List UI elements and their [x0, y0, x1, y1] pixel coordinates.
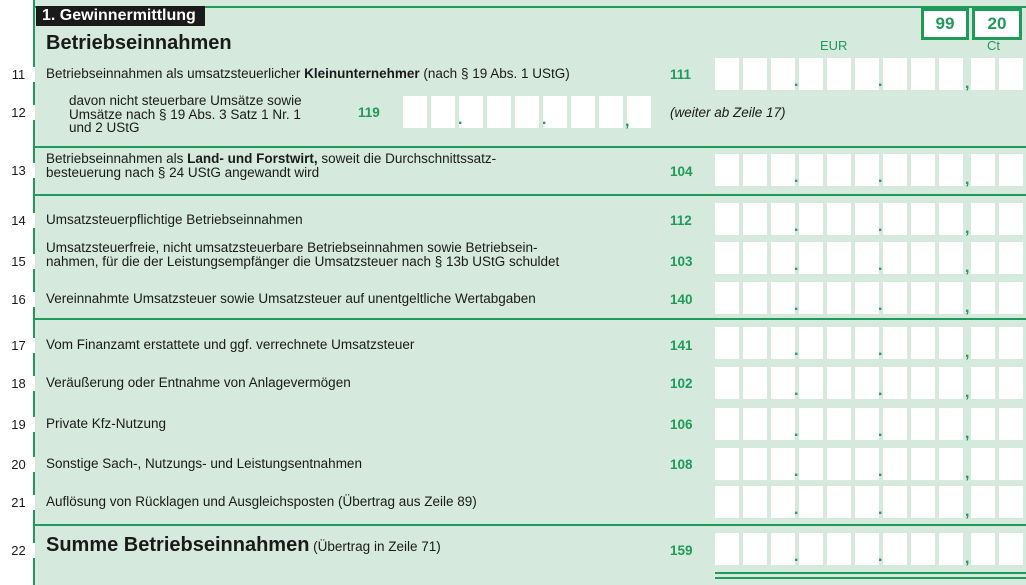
digit-box[interactable] — [799, 203, 823, 235]
digit-box[interactable] — [743, 203, 767, 235]
section-title: 1. Gewinnermittlung — [36, 6, 205, 26]
digit-box[interactable] — [855, 58, 879, 90]
digit-box[interactable] — [799, 58, 823, 90]
thousands-separator: . — [542, 111, 547, 128]
row-line-11 — [11, 56, 1026, 96]
digit-box[interactable] — [883, 203, 907, 235]
desc-line: nahmen, für die der Leistungsempfänger die Umsatzsteuer nach § 13b UStG schuldet — [46, 254, 560, 269]
digit-box[interactable] — [939, 448, 963, 480]
decimal-comma: , — [965, 384, 970, 401]
row-line-14 — [11, 200, 1026, 240]
digit-box[interactable] — [799, 533, 823, 565]
thousands-separator: . — [794, 73, 799, 90]
decimal-comma: , — [965, 171, 970, 188]
digit-box[interactable] — [883, 408, 907, 440]
desc-part: Betriebseinnahmen als — [46, 151, 188, 166]
code-box-right: 20 — [972, 8, 1022, 40]
row-description: Private Kfz-Nutzung — [46, 416, 167, 431]
thousands-separator: . — [794, 501, 799, 518]
digit-box[interactable] — [715, 242, 739, 274]
digit-box[interactable] — [855, 154, 879, 186]
digit-box[interactable] — [939, 533, 963, 565]
digit-box[interactable] — [827, 367, 851, 399]
code-box-left: 99 — [921, 8, 969, 40]
form-section — [11, 0, 1026, 585]
thousands-separator: . — [878, 297, 883, 314]
digit-box[interactable] — [743, 154, 767, 186]
digit-box[interactable] — [911, 367, 935, 399]
digit-box[interactable] — [999, 448, 1023, 480]
digit-box[interactable] — [971, 282, 995, 314]
digit-box[interactable] — [855, 327, 879, 359]
row-line-12 — [11, 93, 1026, 142]
digit-box[interactable] — [911, 154, 935, 186]
digit-box[interactable] — [715, 327, 739, 359]
thousands-separator: . — [794, 169, 799, 186]
row-line-18 — [11, 364, 1026, 404]
desc-line: Umsätze nach § 19 Abs. 3 Satz 1 Nr. 1 — [69, 106, 301, 122]
line-number: 22 — [2, 543, 35, 558]
digit-box[interactable] — [743, 533, 767, 565]
digit-box[interactable] — [855, 242, 879, 274]
digit-box[interactable] — [827, 58, 851, 90]
digit-box[interactable] — [911, 533, 935, 565]
decimal-comma: , — [965, 220, 970, 237]
digit-box[interactable] — [771, 448, 795, 480]
digit-box[interactable] — [939, 367, 963, 399]
digit-box[interactable] — [971, 203, 995, 235]
digit-box[interactable] — [515, 96, 539, 128]
digit-box[interactable] — [799, 367, 823, 399]
digit-box[interactable] — [855, 486, 879, 518]
thousands-separator: . — [878, 257, 883, 274]
line-number: 16 — [2, 292, 35, 307]
digit-box[interactable] — [799, 448, 823, 480]
sum-double-rule — [715, 572, 1026, 574]
digit-box[interactable] — [911, 58, 935, 90]
line-number: 11 — [2, 67, 35, 82]
desc-line: besteuerung nach § 24 UStG angewandt wird — [46, 165, 320, 180]
digit-box[interactable] — [743, 486, 767, 518]
row-divider — [35, 194, 1026, 196]
column-header-ct: Ct — [987, 38, 1000, 53]
digit-box[interactable] — [971, 367, 995, 399]
digit-box[interactable] — [855, 448, 879, 480]
digit-box[interactable] — [855, 282, 879, 314]
thousands-separator: . — [794, 423, 799, 440]
line-number: 17 — [2, 338, 35, 353]
digit-box[interactable] — [827, 408, 851, 440]
thousands-separator: . — [794, 463, 799, 480]
digit-box[interactable] — [939, 282, 963, 314]
row-description — [46, 67, 570, 81]
digit-box[interactable] — [771, 58, 795, 90]
decimal-comma: , — [965, 299, 970, 316]
digit-box[interactable] — [799, 486, 823, 518]
line-number: 14 — [2, 213, 35, 228]
desc-part: soweit die Durchschnittssatz- — [317, 151, 497, 166]
row-divider — [35, 318, 1026, 320]
row-line-22 — [11, 530, 1026, 570]
desc-part: (Übertrag in Zeile 71) — [309, 539, 441, 554]
sum-title: Summe Betriebseinnahmen — [46, 534, 310, 556]
decimal-comma: , — [965, 75, 970, 92]
line-number: 19 — [2, 417, 35, 432]
digit-box[interactable] — [799, 282, 823, 314]
digit-box[interactable] — [627, 96, 651, 128]
digit-box[interactable] — [999, 154, 1023, 186]
row-divider — [35, 524, 1026, 526]
digit-box[interactable] — [771, 282, 795, 314]
desc-part: (nach § 19 Abs. 1 UStG) — [419, 66, 570, 81]
row-description: Auflösung von Rücklagen und Ausgleichsposten (Übertrag aus Zeile 89) — [46, 494, 477, 509]
field-code: 159 — [670, 543, 693, 558]
digit-box[interactable] — [827, 327, 851, 359]
sum-double-rule — [715, 577, 1026, 579]
row-line-13 — [11, 150, 1026, 192]
field-code: 119 — [358, 105, 380, 120]
thousands-separator: . — [878, 218, 883, 235]
thousands-separator: . — [794, 548, 799, 565]
digit-box[interactable] — [771, 533, 795, 565]
digit-box[interactable] — [715, 533, 739, 565]
digit-box[interactable] — [883, 533, 907, 565]
digit-box[interactable] — [855, 408, 879, 440]
thousands-separator: . — [794, 382, 799, 399]
row-description — [46, 241, 559, 269]
digit-box[interactable] — [599, 96, 623, 128]
row-line-17 — [11, 324, 1026, 364]
decimal-comma: , — [965, 259, 970, 276]
row-line-21 — [11, 484, 1026, 522]
digit-box[interactable] — [999, 533, 1023, 565]
digit-box[interactable] — [571, 96, 595, 128]
digit-box[interactable] — [827, 486, 851, 518]
digit-box[interactable] — [771, 408, 795, 440]
digit-box[interactable] — [911, 282, 935, 314]
row-line-19 — [11, 404, 1026, 444]
digit-box[interactable] — [971, 533, 995, 565]
digit-box[interactable] — [431, 96, 455, 128]
desc-line: und 2 UStG — [69, 120, 140, 135]
digit-box[interactable] — [971, 58, 995, 90]
digit-box[interactable] — [911, 203, 935, 235]
digit-box[interactable] — [543, 96, 567, 128]
digit-box[interactable] — [971, 486, 995, 518]
digit-box[interactable] — [715, 282, 739, 314]
row-line-15 — [11, 239, 1026, 279]
digit-box[interactable] — [771, 486, 795, 518]
column-header-eur: EUR — [820, 38, 848, 53]
digit-box[interactable] — [743, 58, 767, 90]
digit-box[interactable] — [743, 282, 767, 314]
digit-box[interactable] — [883, 327, 907, 359]
decimal-comma: , — [625, 113, 630, 130]
note-text: (weiter ab Zeile 17) — [670, 105, 786, 120]
digit-box[interactable] — [827, 448, 851, 480]
digit-box[interactable] — [827, 154, 851, 186]
digit-box[interactable] — [939, 154, 963, 186]
thousands-separator: . — [794, 297, 799, 314]
thousands-separator: . — [878, 169, 883, 186]
digit-box[interactable] — [999, 282, 1023, 314]
thousands-separator: . — [794, 218, 799, 235]
row-description — [69, 94, 302, 135]
field-code: 111 — [670, 67, 692, 82]
digit-box[interactable] — [799, 242, 823, 274]
row-description: Veräußerung oder Entnahme von Anlagevermögen — [46, 375, 351, 390]
digit-box[interactable] — [883, 486, 907, 518]
digit-box[interactable] — [911, 486, 935, 518]
digit-box[interactable] — [855, 203, 879, 235]
digit-box[interactable] — [715, 448, 739, 480]
digit-box[interactable] — [827, 282, 851, 314]
thousands-separator: . — [878, 382, 883, 399]
digit-box[interactable] — [939, 486, 963, 518]
thousands-separator: . — [878, 73, 883, 90]
digit-box[interactable] — [971, 242, 995, 274]
row-description: Vereinnahmte Umsatzsteuer sowie Umsatzsteuer auf unentgeltliche Wertabgaben — [46, 291, 536, 306]
digit-box[interactable] — [999, 486, 1023, 518]
digit-box[interactable] — [799, 154, 823, 186]
decimal-comma: , — [965, 425, 970, 442]
digit-box[interactable] — [827, 242, 851, 274]
field-code: 140 — [670, 292, 693, 307]
digit-box[interactable] — [999, 242, 1023, 274]
digit-box[interactable] — [911, 242, 935, 274]
field-code: 102 — [670, 376, 693, 391]
digit-box[interactable] — [939, 203, 963, 235]
digit-box[interactable] — [939, 327, 963, 359]
digit-box[interactable] — [715, 58, 739, 90]
digit-box[interactable] — [827, 203, 851, 235]
digit-box[interactable] — [855, 367, 879, 399]
decimal-comma: , — [965, 503, 970, 520]
digit-box[interactable] — [971, 408, 995, 440]
digit-box[interactable] — [883, 154, 907, 186]
digit-box[interactable] — [971, 154, 995, 186]
desc-part: Betriebseinnahmen als umsatzsteuerlicher — [46, 66, 305, 81]
row-line-16 — [11, 280, 1026, 318]
digit-box[interactable] — [403, 96, 427, 128]
digit-box[interactable] — [939, 242, 963, 274]
field-code: 103 — [670, 254, 693, 269]
digit-box[interactable] — [999, 203, 1023, 235]
digit-box[interactable] — [883, 367, 907, 399]
thousands-separator: . — [878, 501, 883, 518]
desc-bold: Kleinunternehmer — [304, 66, 420, 81]
row-line-20 — [11, 444, 1026, 484]
digit-box[interactable] — [971, 327, 995, 359]
digit-box[interactable] — [999, 327, 1023, 359]
digit-box[interactable] — [799, 408, 823, 440]
field-code: 141 — [670, 338, 693, 353]
row-description — [46, 534, 441, 556]
digit-box[interactable] — [743, 242, 767, 274]
digit-box[interactable] — [771, 367, 795, 399]
digit-box[interactable] — [743, 327, 767, 359]
decimal-comma: , — [965, 344, 970, 361]
digit-box[interactable] — [911, 448, 935, 480]
digit-box[interactable] — [939, 58, 963, 90]
digit-box[interactable] — [999, 367, 1023, 399]
desc-bold: Land- und Forstwirt, — [187, 151, 318, 166]
digit-box[interactable] — [883, 242, 907, 274]
digit-box[interactable] — [487, 96, 511, 128]
line-number: 21 — [2, 495, 35, 510]
thousands-separator: . — [878, 463, 883, 480]
digit-box[interactable] — [883, 58, 907, 90]
digit-box[interactable] — [771, 154, 795, 186]
digit-box[interactable] — [883, 282, 907, 314]
thousands-separator: . — [878, 342, 883, 359]
digit-box[interactable] — [827, 533, 851, 565]
decimal-comma: , — [965, 550, 970, 567]
digit-box[interactable] — [939, 408, 963, 440]
row-description: Umsatzsteuerpflichtige Betriebseinnahmen — [46, 212, 303, 227]
digit-box[interactable] — [999, 58, 1023, 90]
desc-line: Umsatzsteuerfreie, nicht umsatzsteuerbare Betriebseinnahmen sowie Betriebsein- — [46, 240, 538, 255]
field-code: 104 — [670, 164, 693, 179]
thousands-separator: . — [458, 111, 463, 128]
digit-box[interactable] — [715, 408, 739, 440]
digit-box[interactable] — [771, 327, 795, 359]
digit-box[interactable] — [911, 327, 935, 359]
digit-box[interactable] — [799, 327, 823, 359]
line-number: 12 — [2, 105, 35, 120]
row-divider — [35, 146, 1026, 148]
digit-box[interactable] — [715, 367, 739, 399]
decimal-comma: , — [965, 465, 970, 482]
digit-box[interactable] — [911, 408, 935, 440]
digit-box[interactable] — [855, 533, 879, 565]
digit-box[interactable] — [715, 154, 739, 186]
digit-box[interactable] — [459, 96, 483, 128]
row-description — [46, 152, 496, 180]
thousands-separator: . — [794, 342, 799, 359]
thousands-separator: . — [878, 548, 883, 565]
digit-box[interactable] — [999, 408, 1023, 440]
digit-box[interactable] — [743, 408, 767, 440]
line-number: 20 — [2, 457, 35, 472]
row-description: Sonstige Sach-, Nutzungs- und Leistungsentnahmen — [46, 456, 362, 471]
subsection-title: Betriebseinnahmen — [46, 32, 232, 54]
field-code: 108 — [670, 457, 693, 472]
digit-box[interactable] — [715, 203, 739, 235]
digit-box[interactable] — [771, 203, 795, 235]
digit-box[interactable] — [883, 448, 907, 480]
line-number: 13 — [2, 163, 35, 178]
thousands-separator: . — [794, 257, 799, 274]
line-number: 15 — [2, 254, 35, 269]
desc-line: davon nicht steuerbare Umsätze sowie — [69, 93, 302, 108]
digit-box[interactable] — [743, 448, 767, 480]
digit-box[interactable] — [743, 367, 767, 399]
line-number: 18 — [2, 376, 35, 391]
digit-box[interactable] — [771, 242, 795, 274]
field-code: 106 — [670, 417, 693, 432]
digit-box[interactable] — [971, 448, 995, 480]
field-code: 112 — [670, 213, 692, 228]
row-description: Vom Finanzamt erstattete und ggf. verrechnete Umsatzsteuer — [46, 337, 415, 352]
digit-box[interactable] — [715, 486, 739, 518]
thousands-separator: . — [878, 423, 883, 440]
